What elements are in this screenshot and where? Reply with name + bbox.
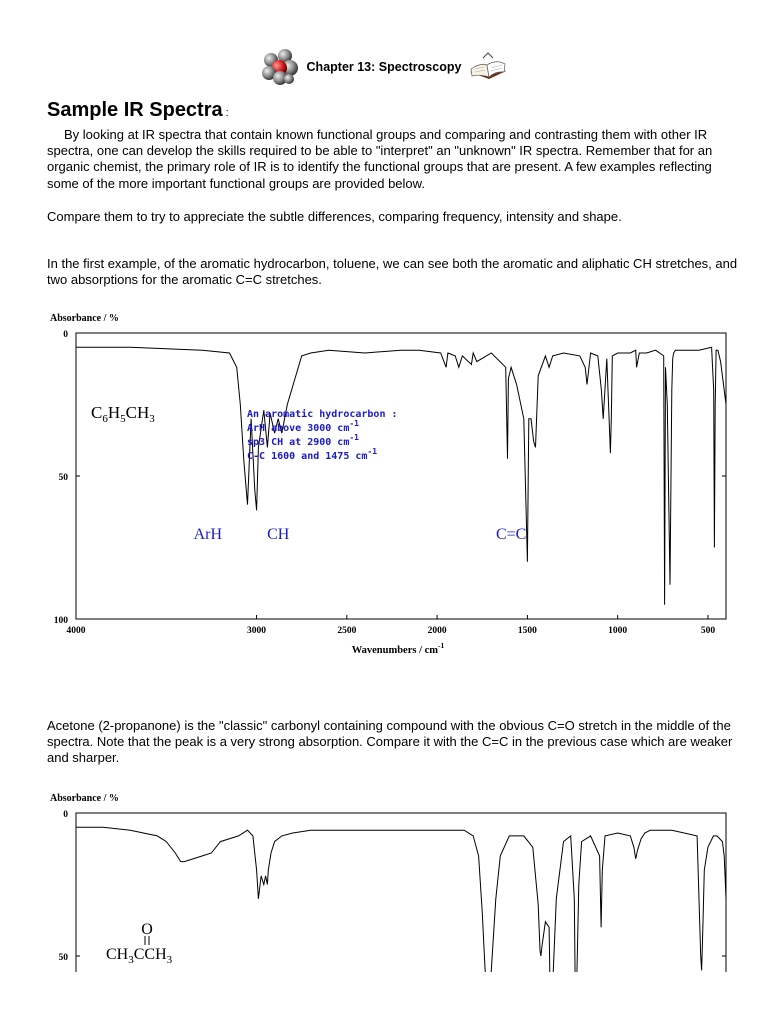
toluene-ir-spectrum bbox=[0, 305, 768, 665]
x-tick-label: 500 bbox=[700, 626, 716, 636]
info-line-3: sp3 CH at 2900 $cm^{-1}$ bbox=[247, 433, 359, 448]
plot-frame bbox=[76, 813, 726, 972]
molecule-model-icon bbox=[259, 46, 301, 88]
info-line-4: C-C 1600 and 1475 $cm^{-1}$ bbox=[247, 447, 378, 462]
y-tick-label: 100 bbox=[53, 616, 68, 626]
info-line-1: An aromatic hydrocarbon : bbox=[247, 409, 398, 420]
section-title-text: Sample IR Spectra bbox=[47, 99, 223, 121]
x-tick-label: 4000 bbox=[66, 626, 86, 636]
info-box bbox=[247, 408, 398, 462]
y-tick-label: 0 bbox=[63, 810, 68, 820]
x-tick-label: 2500 bbox=[337, 626, 357, 636]
band-label: C=C bbox=[495, 526, 527, 543]
molecular-formula: $C_6H_5CH_3$ bbox=[91, 403, 155, 425]
y-tick-label: 0 bbox=[63, 330, 68, 340]
x-tick-label: 2000 bbox=[427, 626, 447, 636]
acetone-paragraph: Acetone (2-propanone) is the "classic" carbonyl containing compound with the obvious C=O stretch in the middle of the spectra. Note that the peak is a very strong absorption. Compare it with the C=C in the previous case which are weaker and sharper. bbox=[47, 718, 733, 766]
spectrum-trace bbox=[76, 827, 726, 985]
toluene-paragraph: In the first example, of the aromatic hydrocarbon, toluene, we can see both the aromatic and aliphatic CH stretches, and two absorptions for the aromatic C=C stretches. bbox=[47, 256, 738, 288]
y-axis-label: Absorbance / % bbox=[50, 793, 119, 804]
band-label: ArH bbox=[193, 526, 223, 543]
axis-ticks bbox=[54, 330, 726, 636]
open-book-icon bbox=[467, 46, 509, 88]
band-label: CH bbox=[267, 526, 290, 543]
section-title-colon: : bbox=[225, 107, 229, 119]
spectrum-trace bbox=[76, 347, 726, 604]
axis-ticks bbox=[59, 810, 727, 963]
x-tick-label: 3000 bbox=[247, 626, 267, 636]
x-tick-label: 1000 bbox=[608, 626, 628, 636]
info-line-2: ArH above 3000 $cm^{-1}$ bbox=[247, 419, 359, 434]
chapter-title: Chapter 13: Spectroscopy bbox=[306, 60, 462, 74]
y-tick-label: 50 bbox=[58, 953, 68, 963]
band-labels bbox=[194, 526, 527, 543]
x-tick-label: 1500 bbox=[517, 626, 537, 636]
section-title bbox=[47, 99, 229, 122]
intro-paragraph: By looking at IR spectra that contain known functional groups and comparing and contrasting them with other IR spectra, one can develop the skills required to be able to "interpret" an "unknown" IR spectra. Remember that for an organic chemist, the primary role of IR is to identify the functional groups that are present. A few examples reflecting some of the more important functional groups are provided below. bbox=[47, 127, 713, 191]
y-axis-label: Absorbance / % bbox=[50, 313, 119, 324]
y-tick-label: 50 bbox=[58, 473, 68, 483]
x-axis-label: Wavenumbers / $cm^{-1}$ bbox=[351, 641, 445, 656]
compare-paragraph: Compare them to try to appreciate the subtle differences, comparing frequency, intensity and shape. bbox=[47, 209, 622, 224]
chapter-header bbox=[0, 44, 768, 90]
molecular-formula: $CH_3CCH_3$ bbox=[106, 946, 173, 966]
carbonyl-oxygen-label: O bbox=[141, 921, 153, 938]
plot-frame bbox=[76, 333, 726, 619]
acetone-ir-spectrum bbox=[0, 785, 768, 985]
